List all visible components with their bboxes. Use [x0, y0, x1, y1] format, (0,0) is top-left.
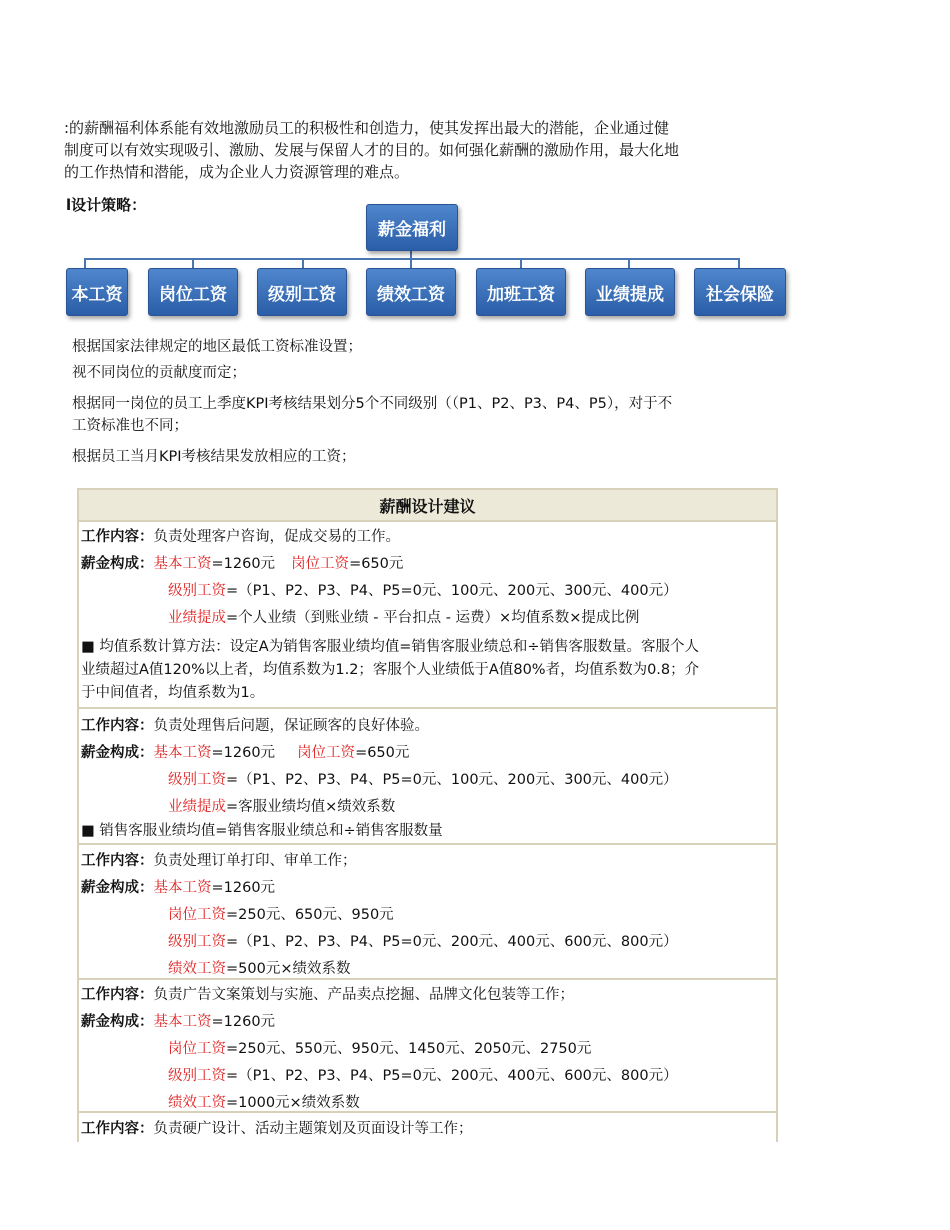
work-content: 负责处理客户咨询，促成交易的工作。 — [153, 529, 400, 545]
salary-label: 薪金构成： — [81, 880, 154, 896]
level-salary-value: =（P1、P2、P3、P4、P5=0元、200元、400元、600元、800元） — [226, 1068, 678, 1084]
post-salary-name: 岗位工资 — [297, 745, 356, 761]
table-row — [81, 714, 429, 735]
strategy-item: 视不同岗位的贡献度而定； — [72, 365, 246, 381]
level-salary-value: =（P1、P2、P3、P4、P5=0元、100元、200元、300元、400元） — [226, 772, 678, 788]
commission-name: 业绩提成 — [168, 799, 226, 815]
commission-name: 业绩提成 — [168, 610, 226, 626]
post-salary-name: 岗位工资 — [168, 1041, 226, 1057]
org-box-overtime-salary: 加班工资 — [476, 268, 566, 316]
table-row — [168, 957, 350, 978]
post-salary-value: =650元 — [349, 556, 404, 572]
strategy-item: 根据同一岗位的员工上季度KPI考核结果划分5个不同级别（（P1、P2、P3、P4、P5），对于不 — [72, 396, 673, 412]
connector-drop — [192, 258, 194, 268]
performance-salary-name: 绩效工资 — [168, 961, 226, 977]
basic-salary-name: 基本工资 — [153, 1014, 212, 1030]
strategy-item: 根据国家法律规定的地区最低工资标准设置； — [72, 339, 362, 355]
table-row — [168, 930, 678, 951]
level-salary-name: 级别工资 — [168, 583, 226, 599]
strategy-item: 根据员工当月KPI考核结果发放相应的工资； — [72, 449, 356, 465]
connector-drop — [738, 258, 740, 268]
work-content: 负责广告文案策划与实施、产品卖点挖掘、品牌文化包装等工作； — [153, 987, 574, 1003]
org-box-performance-salary: 绩效工资 — [366, 268, 456, 316]
performance-salary-value: =500元×绩效系数 — [226, 961, 351, 977]
post-salary-value: =250元、650元、950元 — [226, 907, 394, 923]
connector-drop — [302, 258, 304, 268]
table-title: 薪酬设计建议 — [79, 490, 776, 522]
org-box-post-salary: 岗位工资 — [148, 268, 238, 316]
table-row — [168, 579, 678, 600]
performance-salary-value: =1000元×绩效系数 — [226, 1095, 360, 1111]
table-row — [81, 983, 574, 1004]
table-row — [168, 1037, 591, 1058]
org-box-social-insurance: 社会保险 — [694, 268, 786, 316]
basic-salary-value: =1260元 — [211, 880, 276, 896]
basic-salary-name: 基本工资 — [153, 556, 212, 572]
table-row — [168, 768, 678, 789]
table-row — [168, 1091, 360, 1112]
table-row — [168, 795, 395, 816]
post-salary-value: =650元 — [355, 745, 410, 761]
strategy-item: 工资标准也不同； — [72, 418, 188, 434]
table-row — [168, 606, 639, 627]
table-row — [81, 876, 275, 897]
salary-label: 薪金构成： — [81, 556, 154, 572]
strategy-heading: l设计策略： — [66, 196, 147, 214]
level-salary-value: =（P1、P2、P3、P4、P5=0元、100元、200元、300元、400元） — [226, 583, 678, 599]
level-salary-name: 级别工资 — [168, 934, 226, 950]
work-label: 工作内容： — [81, 987, 154, 1003]
connector-drop — [520, 258, 522, 268]
table-row — [81, 1117, 473, 1138]
work-label: 工作内容： — [81, 718, 154, 734]
salary-label: 薪金构成： — [81, 745, 154, 761]
post-salary-name: 岗位工资 — [291, 556, 350, 572]
basic-salary-value: =1260元 — [211, 745, 276, 761]
basic-salary-name: 基本工资 — [153, 745, 212, 761]
work-content: 负责处理售后问题，保证顾客的良好体验。 — [153, 718, 429, 734]
intro-line-2: 制度可以有效实现吸引、激励、发展与保留人才的目的。如何强化薪酬的激励作用，最大化地 — [64, 141, 680, 159]
org-box-commission: 业绩提成 — [585, 268, 675, 316]
connector-drop — [410, 258, 412, 268]
connector-bar — [84, 258, 740, 260]
level-salary-name: 级别工资 — [168, 1068, 226, 1084]
table-row — [168, 1064, 678, 1085]
commission-value: =客服业绩均值×绩效系数 — [226, 799, 396, 815]
table-row — [81, 849, 357, 870]
work-content: 负责处理订单打印、审单工作； — [153, 853, 357, 869]
org-box-level-salary: 级别工资 — [257, 268, 347, 316]
table-row — [81, 741, 409, 762]
row-divider — [79, 707, 776, 709]
level-salary-name: 级别工资 — [168, 772, 226, 788]
table-row — [81, 552, 403, 573]
row-divider — [79, 1111, 776, 1113]
work-content: 负责硬广设计、活动主题策划及页面设计等工作； — [153, 1121, 473, 1137]
performance-salary-name: 绩效工资 — [168, 1095, 226, 1111]
basic-salary-value: =1260元 — [211, 556, 276, 572]
level-salary-value: =（P1、P2、P3、P4、P5=0元、200元、400元、600元、800元） — [226, 934, 678, 950]
org-box-basic-salary: 本工资 — [66, 268, 128, 316]
note-line: 业绩超过A值120%以上者，均值系数为1.2；客服个人业绩低于A值80%者，均值系数为0.8；介 — [81, 662, 700, 678]
salary-design-table — [77, 488, 778, 1142]
note-line: ■ 销售客服业绩均值=销售客服业绩总和÷销售客服数量 — [81, 823, 443, 839]
note-line: ■ 均值系数计算方法：设定A为销售客服业绩均值=销售客服业绩总和÷销售客服数量。客服个人 — [81, 639, 700, 655]
work-label: 工作内容： — [81, 1121, 154, 1137]
table-row — [81, 525, 400, 546]
row-divider — [79, 978, 776, 980]
org-root-box: 薪金福利 — [366, 204, 458, 251]
note-line: 于中间值者，均值系数为1。 — [81, 685, 265, 701]
basic-salary-name: 基本工资 — [153, 880, 212, 896]
work-label: 工作内容： — [81, 853, 154, 869]
intro-line-3: 的工作热情和潜能，成为企业人力资源管理的难点。 — [64, 163, 410, 181]
table-row — [81, 1010, 275, 1031]
connector-drop — [84, 258, 86, 268]
work-label: 工作内容： — [81, 529, 154, 545]
salary-label: 薪金构成： — [81, 1014, 154, 1030]
basic-salary-value: =1260元 — [211, 1014, 276, 1030]
connector-drop — [628, 258, 630, 268]
row-divider — [79, 843, 776, 845]
table-row — [168, 903, 394, 924]
commission-value: =个人业绩（到账业绩 - 平台扣点 - 运费）×均值系数×提成比例 — [226, 610, 640, 626]
post-salary-name: 岗位工资 — [168, 907, 226, 923]
intro-line-1: :的薪酬福利体系能有效地激励员工的积极性和创造力，使其发挥出最大的潜能，企业通过健 — [64, 119, 670, 137]
post-salary-value: =250元、550元、950元、1450元、2050元、2750元 — [226, 1041, 592, 1057]
